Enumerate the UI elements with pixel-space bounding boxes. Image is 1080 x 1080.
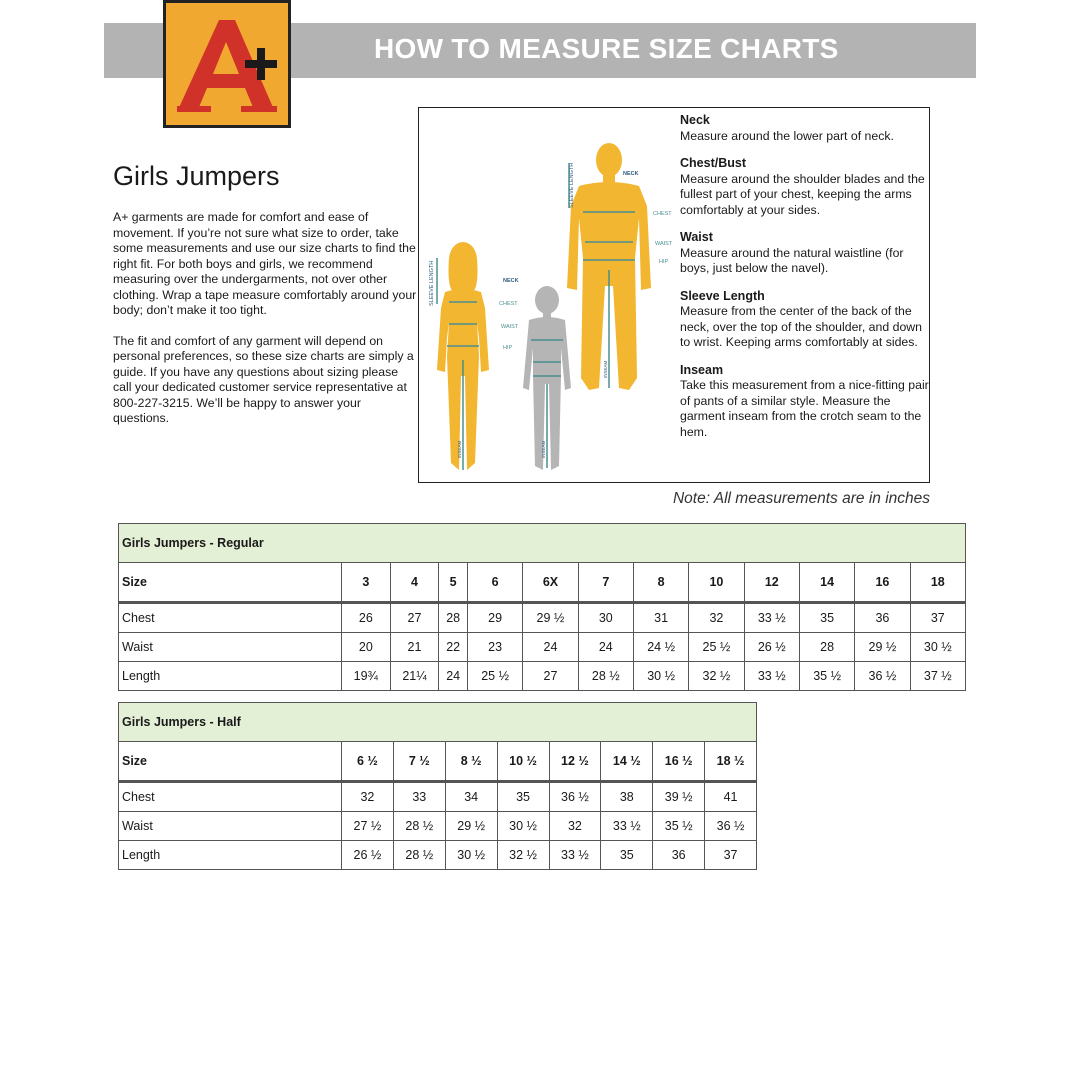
- table-cell: 30 ½: [633, 662, 688, 691]
- instruction-chest: [680, 156, 930, 218]
- table-row: [119, 603, 966, 633]
- table-cell: 29 ½: [445, 812, 497, 841]
- size-cell: 10 ½: [497, 742, 549, 782]
- banner-title: HOW TO MEASURE SIZE CHARTS: [374, 33, 839, 64]
- table-row: [119, 782, 757, 812]
- table-cell: 25 ½: [467, 662, 522, 691]
- measurement-guide: [418, 107, 930, 483]
- table-title-row: [119, 703, 757, 742]
- label-hip: HIP: [659, 259, 669, 265]
- table-cell: 21: [390, 633, 439, 662]
- size-cell: 10: [689, 563, 744, 603]
- size-cell: 7: [578, 563, 633, 603]
- label-waist: WAIST: [501, 324, 519, 330]
- table-cell: 24 ½: [633, 633, 688, 662]
- label-neck: NECK: [623, 171, 639, 177]
- table-cell: 29 ½: [523, 603, 578, 633]
- table-title-row: [119, 524, 966, 563]
- size-cell: 16: [855, 563, 910, 603]
- table-row: [119, 662, 966, 691]
- size-cell: 7 ½: [393, 742, 445, 782]
- instruction-text: Measure around the shoulder blades and the fullest part of your chest, keeping the arms comfortably at your sides.: [680, 171, 925, 217]
- table-cell: 23: [467, 633, 522, 662]
- row-label: Length: [119, 662, 342, 691]
- table-cell: 37 ½: [910, 662, 965, 691]
- size-table-half: [118, 702, 757, 870]
- table-cell: 30 ½: [910, 633, 965, 662]
- size-cell: 3: [342, 563, 391, 603]
- table-cell: 25 ½: [689, 633, 744, 662]
- table-cell: 36: [653, 841, 705, 870]
- table-cell: 30: [578, 603, 633, 633]
- instruction-waist: [680, 230, 930, 277]
- size-cell: 14: [799, 563, 854, 603]
- instruction-heading: Inseam: [680, 362, 724, 377]
- table-cell: 24: [578, 633, 633, 662]
- size-cell: 12 ½: [549, 742, 601, 782]
- label-neck: NECK: [503, 278, 519, 284]
- page-title: Girls Jumpers: [113, 161, 280, 191]
- table-cell: 20: [342, 633, 391, 662]
- row-label: Waist: [119, 633, 342, 662]
- table-cell: 29: [467, 603, 522, 633]
- table-cell: 36 ½: [855, 662, 910, 691]
- size-cell: 6X: [523, 563, 578, 603]
- table-cell: 28 ½: [393, 812, 445, 841]
- table-title: Girls Jumpers - Half: [119, 703, 757, 742]
- size-cell: 16 ½: [653, 742, 705, 782]
- intro-paragraph: The fit and comfort of any garment will depend on personal preferences, so these size charts are simply a guide. If you have any questions about sizing please call your dedicated customer service representative at 800-227-3215. We’ll be happy to answer your questions.: [113, 333, 414, 425]
- table-cell: 26: [342, 603, 391, 633]
- label-chest: CHEST: [499, 301, 518, 307]
- table-cell: 32 ½: [689, 662, 744, 691]
- table-cell: 33 ½: [549, 841, 601, 870]
- table-cell: 35: [601, 841, 653, 870]
- instruction-text: Measure from the center of the back of the neck, over the top of the shoulder, and down to wrist. Keeping arms comfortably at sides.: [680, 304, 923, 349]
- table-cell: 26 ½: [342, 841, 394, 870]
- row-label: Length: [119, 841, 342, 870]
- table-cell: 36 ½: [549, 782, 601, 812]
- table-cell: 30 ½: [445, 841, 497, 870]
- table-cell: 30 ½: [497, 812, 549, 841]
- size-header: Size: [119, 563, 342, 603]
- intro-paragraph: A+ garments are made for comfort and ease of movement. If you’re not sure what size to order, take some measurements and use our size charts to find the right fit. For both boys and girls, we recommend measuring over the undergarments, not over other clothing. Wrap a tape measure comfortably around your body; don’t make it too tight.: [113, 210, 417, 317]
- table-cell: 26 ½: [744, 633, 799, 662]
- table-cell: 33 ½: [601, 812, 653, 841]
- table-cell: 39 ½: [653, 782, 705, 812]
- table-cell: 28: [439, 603, 468, 633]
- label-waist: WAIST: [655, 241, 673, 247]
- instruction-text: Measure around the lower part of neck.: [680, 128, 894, 143]
- table-cell: 27: [523, 662, 578, 691]
- instruction-neck: [680, 113, 930, 144]
- size-cell: 8 ½: [445, 742, 497, 782]
- table-cell: 29 ½: [855, 633, 910, 662]
- measurement-note: Note: All measurements are in inches: [672, 490, 930, 507]
- size-cell: 4: [390, 563, 439, 603]
- table-cell: 34: [445, 782, 497, 812]
- table-cell: 27 ½: [342, 812, 394, 841]
- a-plus-logo-icon: [163, 0, 291, 128]
- label-inseam: INSEAM: [541, 440, 546, 458]
- table-row: [119, 633, 966, 662]
- table-cell: 35 ½: [799, 662, 854, 691]
- table-header-row: [119, 742, 757, 782]
- size-cell: 12: [744, 563, 799, 603]
- instruction-heading: Waist: [680, 230, 713, 244]
- table-cell: 36: [855, 603, 910, 633]
- table-cell: 22: [439, 633, 468, 662]
- table-cell: 21¼: [390, 662, 439, 691]
- row-label: Chest: [119, 603, 342, 633]
- table-cell: 32: [342, 782, 394, 812]
- table-row: [119, 841, 757, 870]
- table-cell: 28: [799, 633, 854, 662]
- table-cell: 33 ½: [744, 603, 799, 633]
- label-inseam: INSEAM: [457, 440, 462, 458]
- table-cell: 35: [497, 782, 549, 812]
- size-cell: 6: [467, 563, 522, 603]
- instruction-heading: Neck: [680, 113, 710, 127]
- table-row: [119, 812, 757, 841]
- row-label: Chest: [119, 782, 342, 812]
- table-cell: 28 ½: [578, 662, 633, 691]
- table-cell: 37: [910, 603, 965, 633]
- intro-text: [113, 210, 418, 442]
- table-title: Girls Jumpers - Regular: [119, 524, 966, 563]
- table-cell: 27: [390, 603, 439, 633]
- table-cell: 32: [689, 603, 744, 633]
- table-cell: 24: [439, 662, 468, 691]
- brand-logo: [163, 0, 291, 128]
- instruction-text: Take this measurement from a nice-fitting pair of pants of a similar style. Measure the garment inseam from the crotch seam to the hem.: [680, 378, 929, 439]
- instruction-sleeve-length: [680, 289, 930, 351]
- table-cell: 28 ½: [393, 841, 445, 870]
- size-cell: 18 ½: [705, 742, 757, 782]
- row-label: Waist: [119, 812, 342, 841]
- table-cell: 33: [393, 782, 445, 812]
- label-chest: CHEST: [653, 211, 672, 217]
- table-header-row: [119, 563, 966, 603]
- label-inseam: INSEAM: [603, 360, 608, 378]
- measurement-figures: [419, 108, 679, 482]
- table-cell: 38: [601, 782, 653, 812]
- table-cell: 31: [633, 603, 688, 633]
- table-cell: 33 ½: [744, 662, 799, 691]
- size-table-regular: [118, 523, 966, 691]
- instruction-text: Measure around the natural waistline (for boys, just below the navel).: [680, 245, 904, 275]
- table-cell: 24: [523, 633, 578, 662]
- size-cell: 5: [439, 563, 468, 603]
- table-cell: 35: [799, 603, 854, 633]
- table-cell: 35 ½: [653, 812, 705, 841]
- table-cell: 41: [705, 782, 757, 812]
- size-cell: 14 ½: [601, 742, 653, 782]
- size-cell: 6 ½: [342, 742, 394, 782]
- label-sleeve: SLEEVE LENGTH: [429, 260, 435, 306]
- table-cell: 19¾: [342, 662, 391, 691]
- label-sleeve: SLEEVE LENGTH: [569, 162, 575, 208]
- instruction-inseam: [680, 363, 930, 441]
- instruction-heading: Sleeve Length: [680, 288, 765, 303]
- instruction-heading: Chest/Bust: [680, 156, 746, 170]
- table-cell: 36 ½: [705, 812, 757, 841]
- table-cell: 32 ½: [497, 841, 549, 870]
- size-cell: 8: [633, 563, 688, 603]
- measurement-instructions: [680, 113, 930, 452]
- table-cell: 37: [705, 841, 757, 870]
- size-header: Size: [119, 742, 342, 782]
- label-hip: HIP: [503, 345, 513, 351]
- size-cell: 18: [910, 563, 965, 603]
- table-cell: 32: [549, 812, 601, 841]
